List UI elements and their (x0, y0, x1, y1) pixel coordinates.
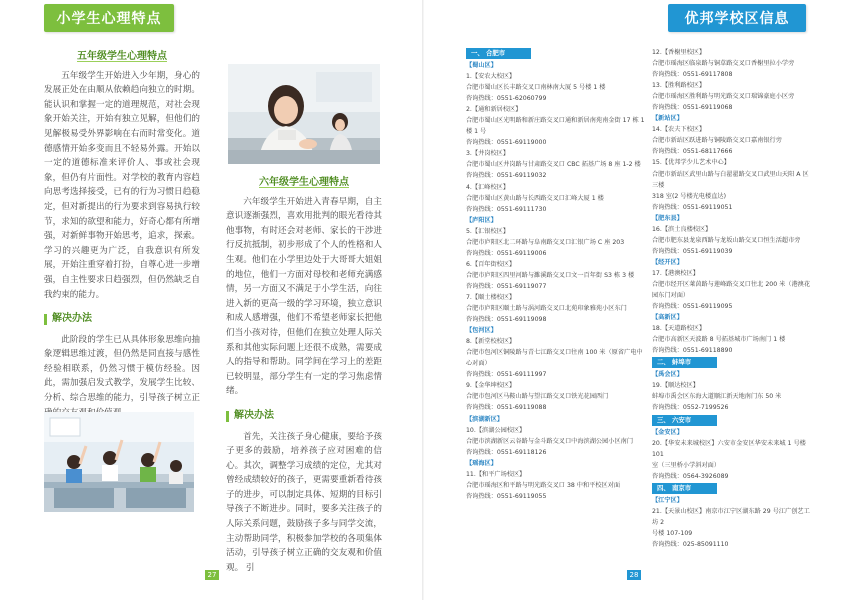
right-page-number: 28 (627, 570, 641, 580)
directory-line: 合肥市经开区莱茵路与莲峰路交叉口往北 200 米（港澳花园东门对面） (652, 280, 811, 300)
directory-line: 合肥市庐阳区北二环路与阜南路交叉口汇银广场 C 座 203 (466, 238, 625, 246)
directory-line: 合肥市蜀山区长丰路交叉口南林南大厦 5 号楼 1 楼 (466, 84, 606, 92)
directory-line: 合肥市庐阳区四里河路与濉溪路交叉口文一百年街 S3 栋 3 楼 (466, 271, 635, 279)
city-heading: 二、 蚌埠市 (652, 357, 717, 368)
city-heading: 一、 合肥市 (466, 48, 531, 59)
directory-line: 咨询热线：0551-69111730 (466, 205, 547, 213)
directory-line: 合肥市包河区马鞍山路与望江路交叉口铁光花园西门 (466, 393, 609, 401)
district-heading: 【肥东县】 (652, 214, 683, 222)
directory-line: 合肥市新站区跃进路与铜陵路交叉口嘉南银行旁 (652, 137, 782, 145)
directory-line: 咨询热线：0552-7199526 (652, 404, 729, 412)
left-page-number: 27 (205, 570, 219, 580)
city-heading: 三、 六安市 (652, 415, 717, 426)
directory-line: 咨询热线：0551-69119000 (466, 139, 547, 147)
page-divider (422, 0, 424, 600)
district-heading: 【禹会区】 (652, 371, 683, 379)
directory-line: 21.【天景山校区】南京市江宁区湖东路 29 号江广创艺工坊 2 (652, 507, 810, 526)
grade6-column (226, 176, 382, 575)
directory-line: 号楼 107-109 (652, 529, 693, 537)
directory-line: 16.【滨土良楼校区】 (652, 225, 712, 233)
directory-line: 合肥市高新区天波路 8 号拓基城市广场南门 1 楼 (652, 336, 786, 344)
directory-line: 合肥市蜀山区黄山路与长西路交叉口汇峰大厦 1 楼 (466, 194, 604, 202)
directory-line: 合肥市蜀山区井岗路与甘肃路交叉口 CBC 拓基广场 8 座 1-2 楼 (466, 161, 641, 169)
directory-line: 1.【安农大校区】 (466, 73, 516, 81)
heading-bar (226, 411, 229, 422)
directory-line: 合肥市瑶海区和平路与明光路交叉口 38 中和平校区对面 (466, 481, 621, 489)
directory-line: 咨询热线：0551-69119077 (466, 282, 547, 290)
directory-line: 咨询热线：0551-69118890 (652, 347, 733, 355)
directory-line: 合肥市瑶海区临泉路与铜草路交叉口香榭里拉小学旁 (652, 60, 795, 68)
grade5-column (44, 50, 200, 420)
directory-line: 13.【胜利路校区】 (652, 82, 706, 90)
grade5-method-heading (44, 312, 200, 327)
directory-line: 合肥市庐阳区颐土路与涡河路交叉口北苑印象雅苑小区东门 (466, 305, 627, 313)
directory-line: 2.【通和新居校区】 (466, 106, 522, 114)
directory-line: 8.【新堂校校区】 (466, 338, 516, 346)
directory-line: 14.【农夫下校区】 (652, 126, 706, 134)
directory-line: 咨询热线：0551-69119068 (652, 104, 733, 112)
directory-line: 咨询热线：0551-69119055 (466, 492, 547, 500)
district-heading: 【新站区】 (652, 115, 683, 123)
grade5-method-title: 解决办法 (52, 313, 92, 325)
directory-line: 合肥市蜀山区光明路和新庄路交叉口通和新居南苑南金街 17 栋 1 楼 1 号 (466, 117, 645, 136)
directory-line: 咨询热线：0551-68117666 (652, 148, 733, 156)
directory-line: 咨询热线：0551-69119088 (466, 404, 547, 412)
directory-line: 咨询热线：0551-69119095 (652, 303, 733, 311)
directory-line: 咨询热线：0551-69111997 (466, 371, 547, 379)
grade5-title: 五年级学生心理特点 (77, 51, 167, 62)
directory-line: 11.【和平广场校区】 (466, 470, 526, 478)
directory-line: 咨询热线：025-85091110 (652, 540, 729, 548)
directory-line: 4.【汇峰校区】 (466, 183, 510, 191)
directory-line: 合肥市瑶海区胜利路与明光路交叉口瑞锦豪庭小区旁 (652, 93, 795, 101)
district-heading: 【经开区】 (652, 258, 683, 266)
classroom-illustration (44, 412, 194, 512)
right-page-header: 优邦学校区信息 (668, 4, 806, 32)
directory-line: 20.【华安未来城校区】六安市金安区华安未来城 1 号楼 101 (652, 439, 806, 458)
directory-line: 7.【颐土楼校区】 (466, 293, 516, 301)
directory-line: 3.【井岗校区】 (466, 150, 510, 158)
directory-line: 咨询热线：0564-3926089 (652, 472, 729, 480)
district-heading: 【滨湖新区】 (466, 415, 504, 423)
city-heading: 四、 南京市 (652, 483, 717, 494)
heading-bar (44, 314, 47, 325)
district-heading: 【高新区】 (652, 314, 683, 322)
directory-line: 合肥市新站区武里山路与白翟翟路交叉口武里山天阳 A 区三楼 (652, 170, 809, 189)
directory-line: 咨询热线：0551-69119032 (466, 172, 547, 180)
directory-line: 19.【顺达校区】 (652, 382, 699, 390)
directory-line: 咨询热线：0551-69118126 (466, 448, 547, 456)
grade6-method-title: 解决办法 (234, 409, 274, 421)
grade6-method-heading (226, 409, 382, 424)
student-writing-photo (228, 64, 380, 164)
directory-line: 5.【汇银校区】 (466, 227, 510, 235)
classroom-hands-up-photo (44, 412, 194, 512)
directory-line: 咨询热线：0551-69119098 (466, 316, 547, 324)
school-directory-column-a (466, 47, 646, 502)
school-directory-column-b (652, 47, 812, 550)
grade5-paragraph: 五年级学生开始进入少年期，身心的发展正处在由顺从依赖趋向独立的时期。能认识和掌握一定的道理规范，对社会现象开始关注，开始有独立见解，但他们的见解极易受外界影响在右而时常变化。道德感情开始多变而且不轻易外露。开始以一定的道德标准来评价人、事或社会现象，但仍有片面性。对学校的教育内容趋向思考选择接受，已有的行为习惯日趋稳定，但对新提出的行为要求到容易执行较节，求知的欲望和能力，好奇心都有所增强，对新鲜事物开始思考，追求，探索。学习的兴趣更为广泛，自我意识有所发展，开始注重穿着打扮，自尊心进一步增强，自主性要求日趋强烈，但仍然缺乏自我约束的能力。 (44, 70, 200, 300)
directory-line: 合肥市包河区铜陵路与青七江路交叉口往南 100 米（原省广电中心对面） (466, 349, 643, 368)
directory-line: 10.【滨湖公园校区】 (466, 426, 526, 434)
left-page-header: 小学生心理特点 (44, 4, 174, 32)
district-heading: 【江宁区】 (652, 496, 683, 504)
directory-line: 合肥市肥东县龙泉西路与龙坂山路交叉口恒生活超市旁 (652, 236, 801, 244)
directory-line: 318 室(2 号楼光电楼直达) (652, 192, 727, 200)
directory-line: 咨询热线：0551-62060799 (466, 95, 547, 103)
district-heading: 【庐阳区】 (466, 216, 497, 224)
directory-line: 蚌埠市禹会区东海大道顺江新天地南门东 50 米 (652, 393, 782, 401)
directory-line: 18.【天道路校区】 (652, 325, 706, 333)
student-writing-illustration (228, 64, 380, 164)
district-heading: 【包河区】 (466, 327, 497, 335)
directory-line: 合肥市滨湖新区云谷路与金斗路交叉口中海滨湖公园小区南门 (466, 437, 634, 445)
directory-line: 9.【金华坤校区】 (466, 382, 516, 390)
directory-line: 15.【优邦学少儿艺术中心】 (652, 159, 730, 167)
directory-line: 咨询热线：0551-69117808 (652, 71, 733, 79)
directory-line: 咨询热线：0551-69119051 (652, 203, 733, 211)
grade6-title: 六年级学生心理特点 (259, 177, 349, 188)
grade5-method-paragraph: 此阶段的学生已从具体形象思维向抽象逻辑思维过渡，但仍然是同直接与感性经验相联系，仍然习惯于模仿经验。因此，需加强启发式教学，发展学生比较、分析、综合思维的能力，引导孩子树立正 (44, 334, 200, 404)
directory-line: 6.【百年街校区】 (466, 260, 516, 268)
district-heading: 【瑶海区】 (466, 459, 497, 467)
grade6-paragraph: 六年级学生开始进入青春早期，自主意识逐渐强烈，喜欢用批判的眼光看待其他事物，有时还会对老师、家长的干涉进行反抗抵制，初步形成了个人的性格和人生观。他们在小学里边处于大哥哥大姐姐的地位，他们一方面对母校和老师充满感情，另一方面又不满足于小学生活，向往进入新的更高一级的学习环境，独立意识和成人感增强，他们不希望老师家长把他们当小孩对待，但他们在独立处理人际关系和其他实际问题上还很不成熟，需要成人的指导和帮助。同学间在学习上的差距已较明显，部分学生有一定的学习焦虑情绪。 (226, 196, 382, 397)
directory-line: 室（三里桥小学斜对面） (652, 461, 721, 469)
directory-line: 咨询热线：0551-69119006 (466, 249, 547, 257)
grade6-method-paragraph: 首先，关注孩子身心健康，要给予孩子更多的鼓励，培养孩子应对困难的信心。其次，调整学习成绩的定位，尤其对曾经成绩较好的孩子，更需要重新看待孩子的进步，可以制定具体、短期的目标引导孩子不断进步。同时，要多关注孩子的人际关系问题，鼓励孩子多与同学交流，主动帮助同学，积极参加学校的各项集体活动，引导孩子树立正确的交友观和价值观。 引 (226, 431, 382, 573)
district-heading: 【金安区】 (652, 428, 683, 436)
district-heading: 【蜀山区】 (466, 62, 497, 69)
directory-line: 咨询热线：0551-69119039 (652, 247, 733, 255)
directory-line: 12.【香榭里校区】 (652, 49, 706, 56)
directory-line: 17.【港澳校区】 (652, 269, 699, 277)
